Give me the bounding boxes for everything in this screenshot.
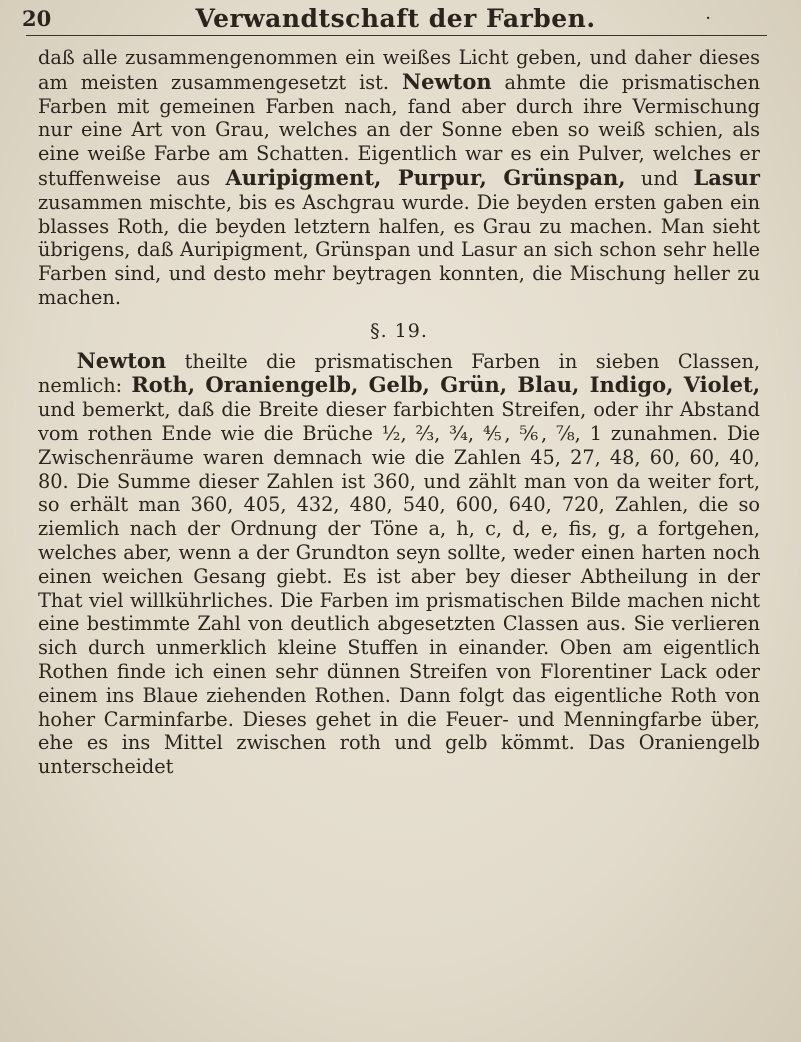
page-number: 20 (22, 6, 52, 31)
text-run: und bemerkt, daß die Breite dieser farbichten Streifen, oder ihr Abstand vom rothen Ende wie die Brüche ½, ⅔, ¾, ⅘, ⅚, ⅞, 1 zunahmen. Die Zwischenräume waren demnach wie die Zahlen 45, 27, 48, 60, 60, 40, 80. Die Summe dieser Zahlen ist 360, und zählt man von da weiter fort, so erhält man 360, 405, 432, 480, 540, 600, 640, 720, Zahlen, die so ziemlich nach der Ordnung der Töne a, h, c, d, e, fis, g, a fortgehen, welches aber, wenn a der Grundton seyn sollte, weder einen harten noch einen weichen Gesang giebt. Es ist aber bey dieser Abtheilung in der That viel willkührliches. Die Farben im prismatischen Bilde machen nicht eine bestimmte Zahl von deutlich abgesetzten Classen aus. Sie verlieren sich durch unmerklich kleine Stuffen in einander. Oben am eigentlich Rothen finde ich einen sehr dünnen Streifen von Florentiner Lack oder einem ins Blaue ziehenden Rothen. Dann folgt das eigentliche Roth von hoher Carminfarbe. Dieses gehet in die Feuer- und Menningfarbe über, ehe es ins Mittel zwischen roth und gelb kömmt. Das Oraniengelb unterscheidet (38, 398, 760, 779)
emphasis-lasur: Lasur (693, 164, 760, 190)
text-run: theilte die prismatischen Farben in sieben Classen, nemlich: (38, 349, 760, 398)
emphasis-pigments: Auripigment, Purpur, Grünspan, (225, 164, 626, 190)
header-ornament: · (705, 8, 711, 29)
name-newton: Newton (76, 347, 167, 373)
text-run: zusammen mischte, bis es Aschgrau wurde. Die beyden ersten gaben ein blasses Roth, die beyden letztern halfen, es Grau zu machen. Man sieht übrigens, daß Auripigment, Grünspan und Lasur an sich schon sehr helle Farben sind, und desto mehr beytragen konnten, die Mischung heller zu machen. (38, 190, 760, 309)
emphasis-colors: Roth, Oraniengelb, Gelb, Grün, Blau, Indigo, Violet, (131, 372, 760, 398)
body-text (38, 46, 760, 779)
text-run: daß alle zusammengenommen ein weißes Licht geben, und daher dieses am meisten zusammengesetzt ist. (38, 46, 760, 94)
text-run: ahmte die prismatischen Farben mit gemeinen Farben nach, fand aber durch ihre Vermischung nur eine Art von Grau, welches an der Sonne eben so weiß schien, als eine weiße Farbe am Schatten. Eigentlich war es ein Pulver, welches er stuffenweise aus (38, 70, 761, 190)
name-newton: Newton (401, 68, 492, 94)
section-heading: §. 19. (370, 319, 428, 342)
header-rule (26, 35, 767, 36)
running-title: Verwandtschaft der Farben. (195, 4, 596, 33)
paragraph-2 (38, 349, 760, 779)
page-header (20, 4, 771, 34)
text-run: und (625, 166, 694, 190)
paragraph-1 (38, 46, 760, 310)
